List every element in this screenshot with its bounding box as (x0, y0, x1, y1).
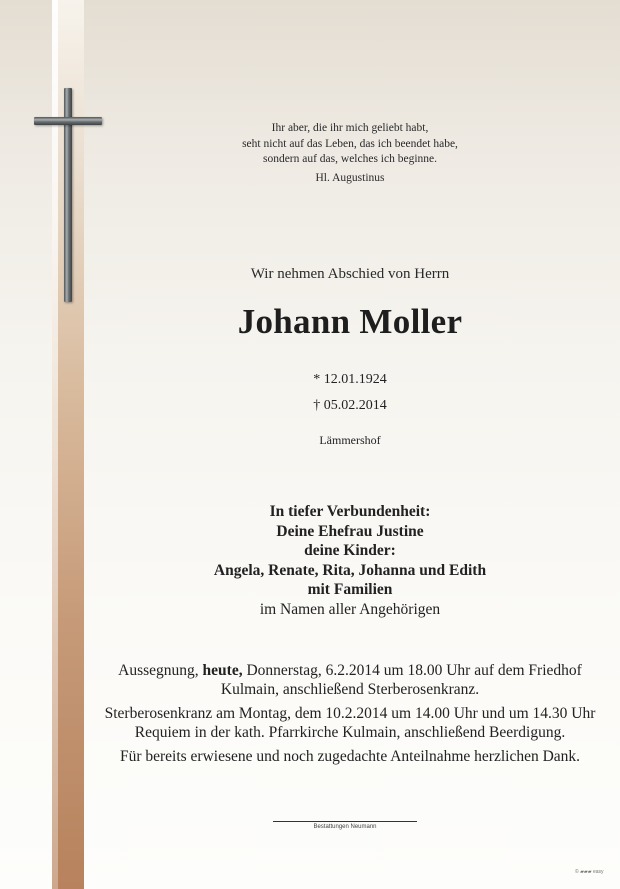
mourner-families: mit Familien (307, 581, 393, 598)
birth-date: * 12.01.1924 (313, 372, 387, 387)
quote-line: seht nicht auf das Leben, das ich beendet habe, (242, 137, 458, 150)
mourner-children-label: deine Kinder: (304, 542, 396, 559)
thanks-paragraph: Für bereits erwiesene und noch zugedachte Anteilnahme herzlichen Dank. (119, 748, 581, 765)
mourner-children: Angela, Renate, Rita, Johanna und Edith (213, 561, 487, 579)
mourner-relatives: im Namen aller Angehörigen (259, 600, 441, 618)
deceased-name: Johann Moller (237, 302, 463, 341)
blessing-text-today: heute, (202, 662, 243, 679)
stripe-highlight (52, 0, 58, 889)
quote-line: Ihr aber, die ihr mich geliebt habt, (271, 122, 429, 134)
blessing-text-post: Donnerstag, 6.2.2014 um 18.00 Uhr auf dem Friedhof Kulmain, anschließend Sterberosenkranz. (220, 662, 582, 698)
credit-mark: © ▰▰▰ easy (575, 869, 604, 875)
mourner-spouse: Deine Ehefrau Justine (276, 522, 424, 540)
service-info (90, 662, 610, 767)
intro-text: Wir nehmen Abschied von Herrn (250, 266, 450, 282)
undertaker-name: Bestattungen Neumann (313, 824, 377, 830)
requiem-paragraph: Sterberosenkranz am Montag, dem 10.2.2014 um 14.00 Uhr und um 14.30 Uhr Requiem in der kath. Pfarrkirche Kulmain, anschließend Beerdigung. (104, 705, 596, 741)
quote-author: Hl. Augustinus (315, 172, 385, 184)
mourners-block (90, 502, 610, 619)
signature-rule (273, 821, 417, 822)
quote-line: sondern auf das, welches ich beginne. (262, 153, 438, 165)
quote (90, 121, 610, 168)
blessing-paragraph (90, 662, 610, 699)
residence-place: Lämmershof (319, 433, 381, 447)
death-date: † 05.02.2014 (313, 398, 387, 413)
mourners-heading: In tiefer Verbundenheit: (269, 503, 431, 520)
blessing-text-pre: Aussegnung, (118, 662, 203, 679)
